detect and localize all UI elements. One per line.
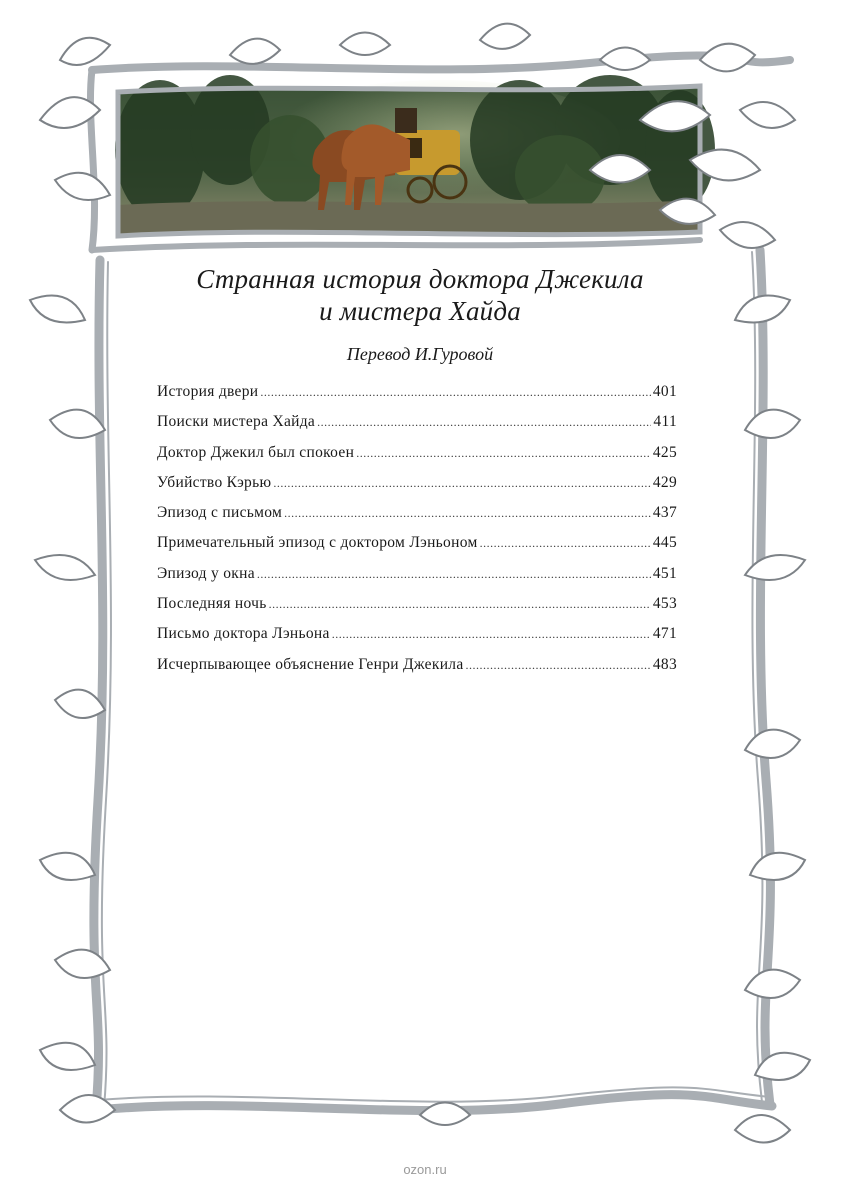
- watermark: ozon.ru: [403, 1162, 447, 1177]
- toc-entry-title: Убийство Кэрью: [157, 473, 272, 491]
- toc-leader-dots: [257, 567, 651, 582]
- toc-entry-page: 401: [652, 383, 677, 400]
- toc-entry-page: 411: [653, 413, 677, 431]
- toc-entry: [157, 444, 677, 474]
- toc-entry-page: 453: [652, 595, 677, 613]
- toc-leader-dots: [284, 506, 651, 521]
- toc-entry: [157, 474, 677, 504]
- table-of-contents: [157, 383, 677, 686]
- toc-entry-page: 437: [652, 504, 677, 522]
- toc-entry: [157, 625, 677, 655]
- toc-entry-title: Эпизод у окна: [157, 564, 255, 582]
- toc-entry-title: Последняя ночь: [157, 595, 267, 613]
- toc-entry-page: 445: [652, 534, 677, 552]
- toc-entry-page: 429: [652, 473, 677, 491]
- toc-entry-title: Доктор Джекил был спокоен: [157, 443, 355, 461]
- book-title-line-1: Странная история доктора Джекила: [196, 264, 644, 294]
- toc-leader-dots: [317, 415, 651, 430]
- book-title: [150, 263, 690, 327]
- toc-entry: [157, 565, 677, 595]
- translator-credit: Перевод И.Гуровой: [346, 344, 494, 364]
- toc-leader-dots: [356, 446, 651, 461]
- toc-entry-title: История двери: [157, 383, 259, 400]
- toc-entry: [157, 504, 677, 534]
- toc-entry: [157, 595, 677, 625]
- toc-entry: [157, 534, 677, 564]
- toc-leader-dots: [260, 385, 650, 400]
- toc-entry: [157, 656, 677, 686]
- toc-entry-page: 425: [652, 443, 677, 461]
- toc-leader-dots: [466, 658, 651, 673]
- toc-entry: [157, 383, 677, 413]
- toc-entry-title: Письмо доктора Лэньона: [157, 625, 330, 643]
- toc-entry-title: Исчерпывающее объяснение Генри Джекила: [157, 655, 464, 673]
- toc-entry: [157, 413, 677, 443]
- toc-entry-page: 483: [652, 655, 677, 673]
- toc-leader-dots: [273, 476, 650, 491]
- toc-leader-dots: [332, 627, 651, 642]
- toc-entry-title: Примечательный эпизод с доктором Лэньоном: [157, 534, 478, 552]
- toc-leader-dots: [480, 536, 651, 551]
- toc-leader-dots: [269, 597, 651, 612]
- toc-entry-title: Поиски мистера Хайда: [157, 413, 316, 431]
- toc-entry-title: Эпизод с письмом: [157, 504, 283, 522]
- toc-entry-page: 451: [652, 564, 677, 582]
- toc-entry-page: 471: [652, 625, 677, 643]
- book-title-line-2: и мистера Хайда: [319, 296, 521, 326]
